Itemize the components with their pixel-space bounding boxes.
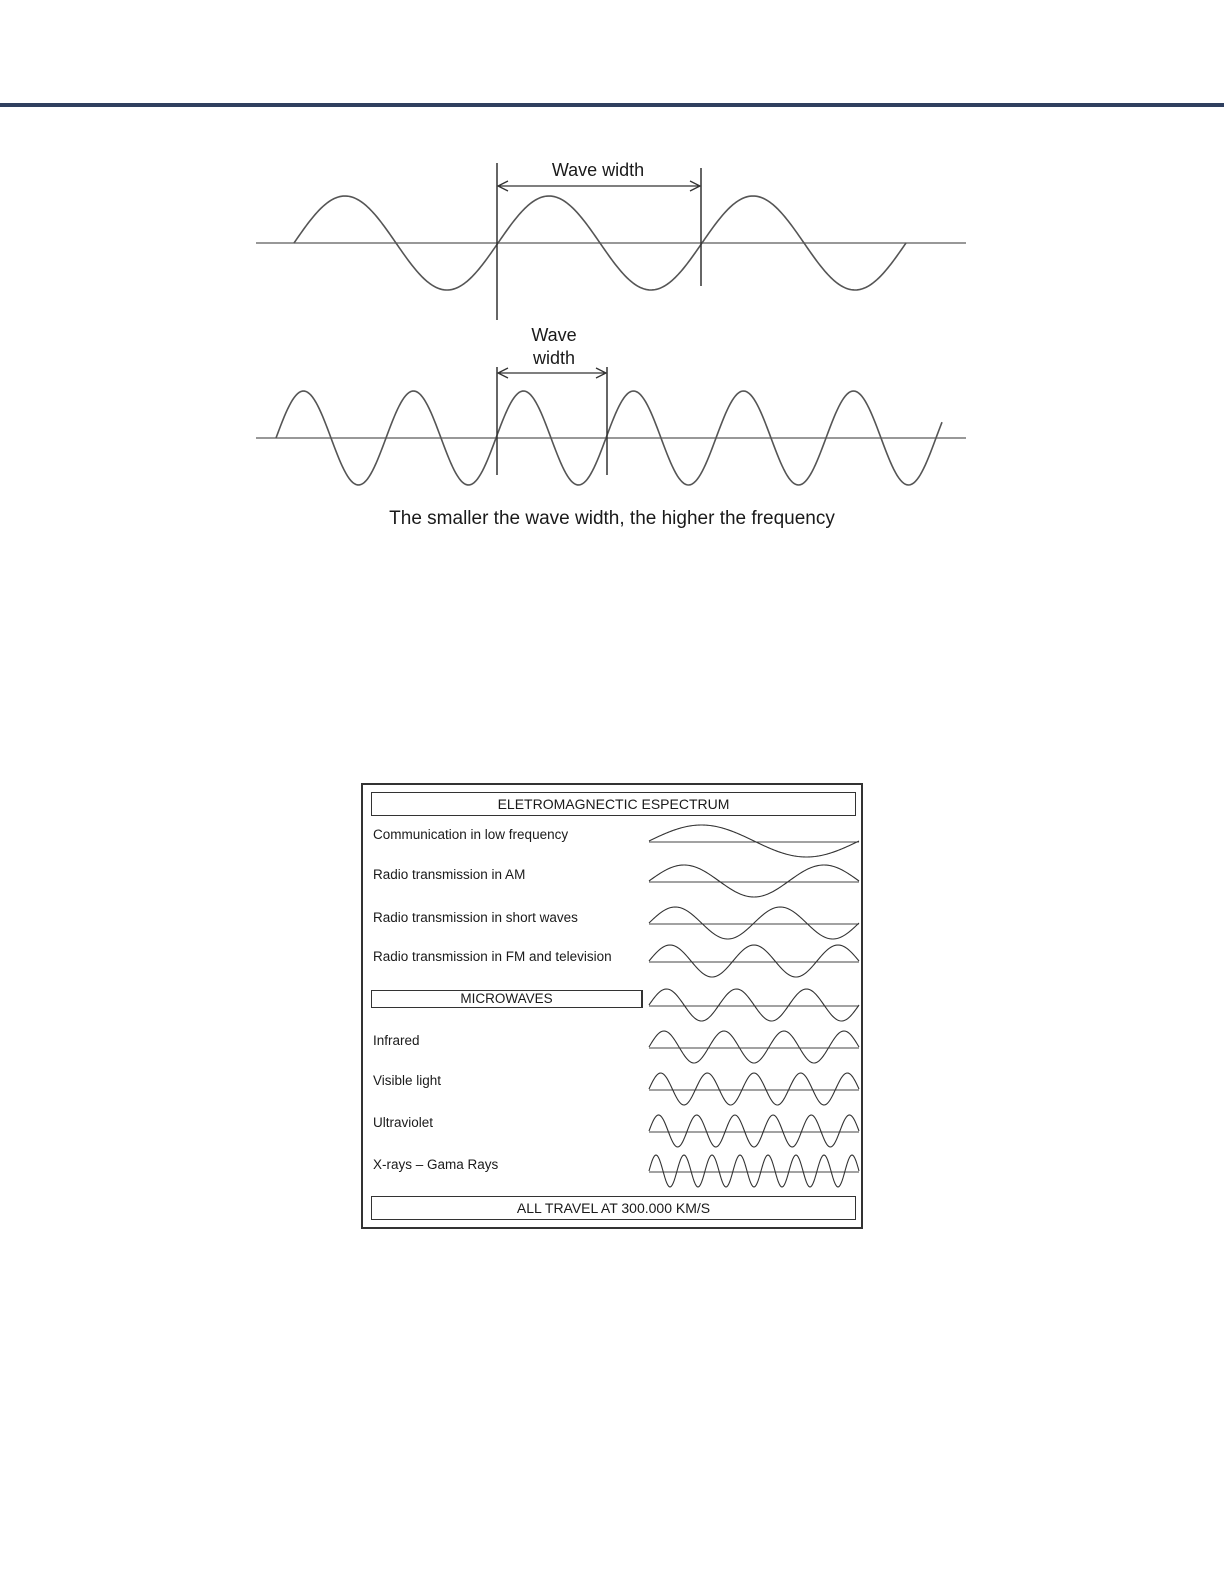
spectrum-row-wave	[649, 1025, 859, 1069]
spectrum-row-wave	[649, 1067, 859, 1111]
spectrum-row-label: Radio transmission in AM	[373, 867, 526, 882]
spectrum-title: ELETROMAGNECTIC ESPECTRUM	[371, 792, 856, 816]
spectrum-wave-curve	[649, 945, 859, 977]
spectrum-row-label: Radio transmission in FM and television	[373, 949, 612, 964]
electromagnetic-spectrum-table	[361, 783, 863, 1229]
spectrum-wave-curve	[649, 989, 859, 1021]
spectrum-row-wave	[649, 939, 859, 983]
spectrum-row-wave	[649, 1109, 859, 1153]
spectrum-wave-curve	[649, 1155, 859, 1187]
spectrum-wave-curve	[649, 865, 859, 897]
spectrum-footer: ALL TRAVEL AT 300.000 KM/S	[371, 1196, 856, 1220]
spectrum-wave-curve	[649, 1115, 859, 1147]
spectrum-wave-curve	[649, 907, 859, 939]
spectrum-row-label: Radio transmission in short waves	[373, 910, 578, 925]
spectrum-row-wave	[649, 1149, 859, 1193]
top-width-arrow	[498, 181, 700, 191]
bottom-wave-label-line2: width	[532, 348, 576, 368]
spectrum-row-label: Infrared	[373, 1033, 420, 1048]
spectrum-wave-curve	[649, 1031, 859, 1063]
spectrum-wave-curve	[649, 825, 859, 857]
spectrum-row-label: Visible light	[373, 1073, 442, 1088]
top-wave-width-label: Wave width	[551, 160, 645, 180]
spectrum-row-wave	[649, 819, 859, 863]
wave-caption: The smaller the wave width, the higher the frequency	[389, 508, 835, 529]
spectrum-wave-curve	[649, 1073, 859, 1105]
spectrum-row-label: Communication in low frequency	[373, 827, 569, 842]
spectrum-row-label: X-rays – Gama Rays	[373, 1157, 499, 1172]
spectrum-row-label: Ultraviolet	[373, 1115, 434, 1130]
spectrum-row-wave	[649, 859, 859, 903]
wave-width-diagram	[0, 0, 1224, 560]
spectrum-row-wave	[649, 983, 859, 1027]
spectrum-row-label-boxed: MICROWAVES	[371, 990, 643, 1008]
bottom-wave-label-line1: Wave	[531, 325, 577, 345]
bottom-width-arrow	[498, 368, 606, 378]
